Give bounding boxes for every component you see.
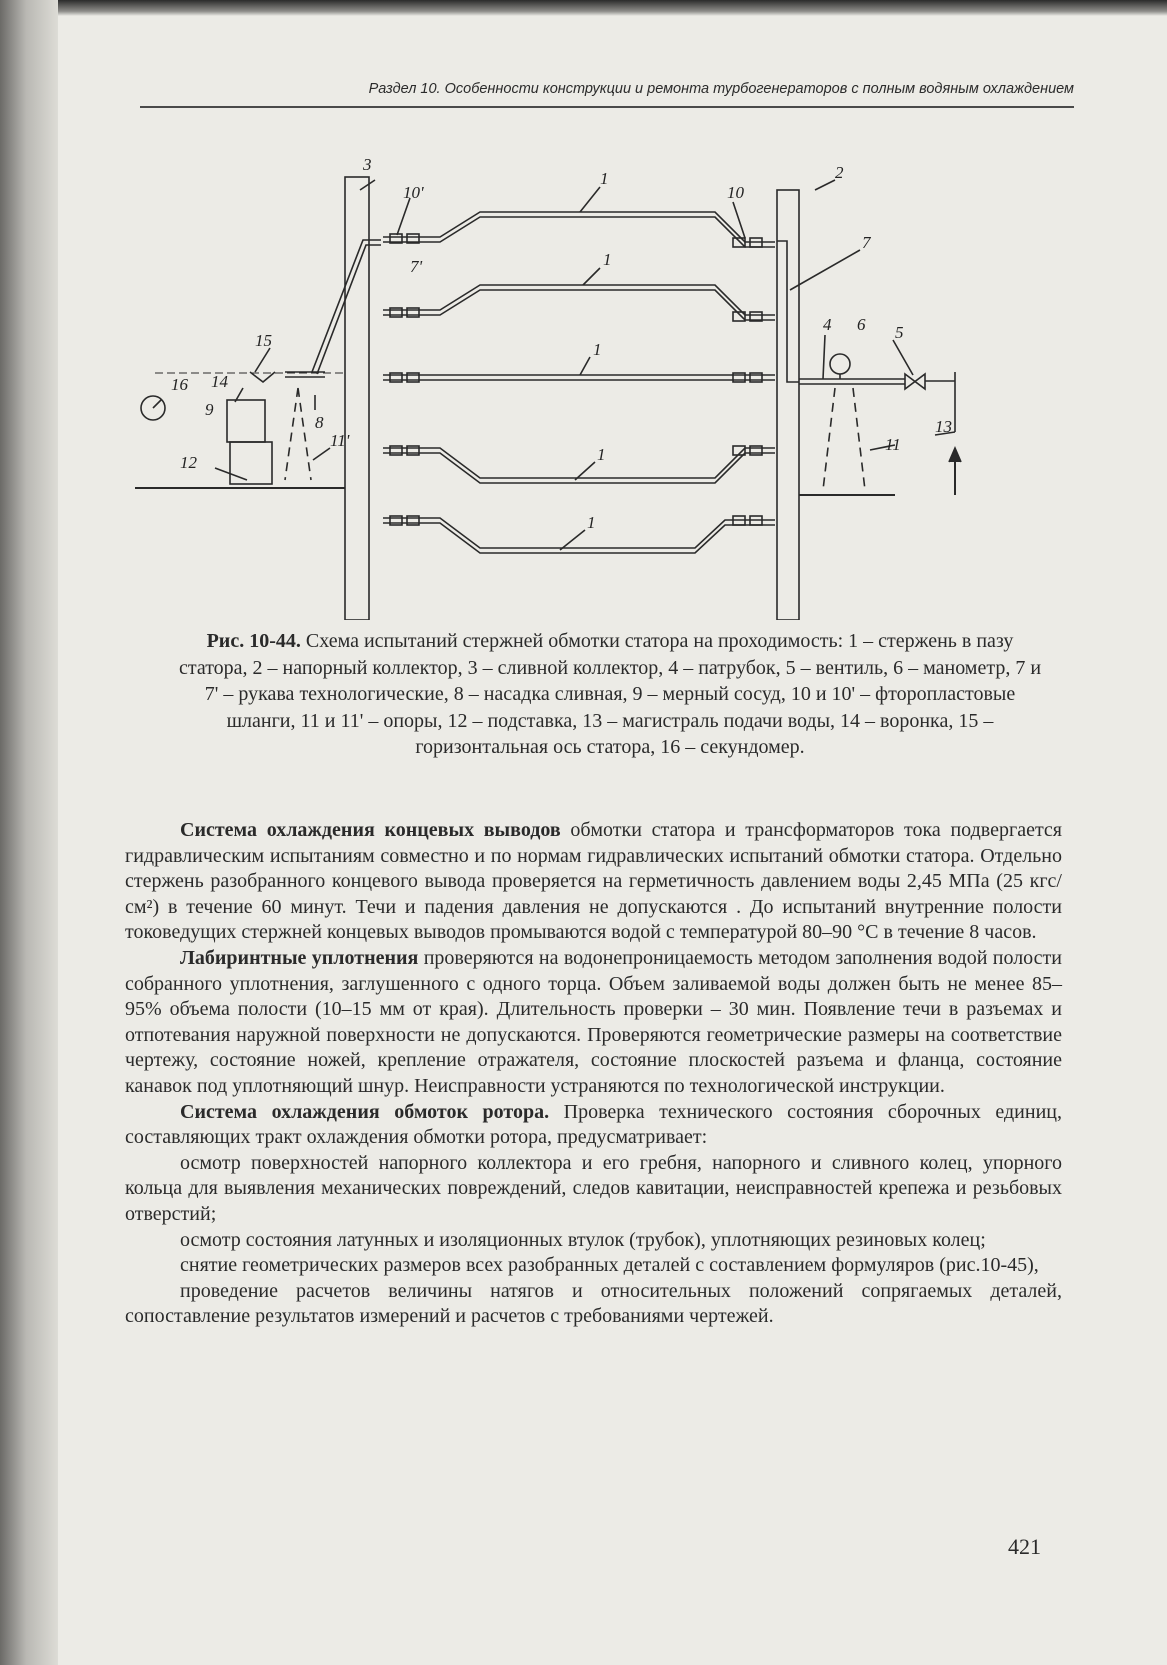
label-10p: 10' bbox=[403, 183, 424, 202]
label-5: 5 bbox=[895, 323, 904, 342]
stator-test-scheme-diagram bbox=[135, 150, 1085, 620]
paragraph-text: Проверка технического состояния сборочных единиц, составляющих тракт охлаждения обмотки ротора, предусматривает: bbox=[125, 1100, 1062, 1149]
figure-10-44 bbox=[135, 150, 1085, 620]
paragraph-text: осмотр состояния латунных и изоляционных втулок (трубок), уплотняющих резиновых колец; bbox=[180, 1228, 986, 1251]
label-11: 11 bbox=[885, 435, 901, 454]
support-11p bbox=[285, 388, 311, 480]
label-1e: 1 bbox=[587, 513, 596, 532]
figure-caption bbox=[170, 628, 1050, 761]
running-header-title: Раздел 10. Особенности конструкции и ремонта турбогенераторов с полным водяным охлаждением bbox=[368, 81, 1074, 97]
pipe-4 bbox=[799, 379, 905, 384]
label-4: 4 bbox=[823, 315, 832, 334]
paragraph bbox=[125, 1100, 1062, 1151]
label-1d: 1 bbox=[597, 445, 606, 464]
paragraph bbox=[125, 1151, 1062, 1228]
paragraph bbox=[125, 818, 1062, 946]
page-number: 421 bbox=[1008, 1534, 1041, 1559]
paragraph bbox=[125, 946, 1062, 1100]
paragraph bbox=[125, 1228, 1062, 1254]
stator-bar-1c bbox=[383, 373, 775, 382]
support-11 bbox=[823, 388, 865, 490]
scan-top-edge bbox=[0, 0, 1167, 16]
label-15: 15 bbox=[255, 331, 272, 350]
manometer-6 bbox=[830, 354, 850, 374]
label-9: 9 bbox=[205, 400, 214, 419]
label-7p: 7' bbox=[410, 257, 423, 276]
paragraph-text: обмотки статора и трансформаторов тока подвергается гидравлическим испытаниям совместно и по нормам гидравлических испытаний обмотки статора. Отдельно стержень разобранного концевого вывода проверяется на герметичность давлением воды 2,45 МПа (25 кгс/см²) в течение 60 минут. Течи и падения давления не допускаются . До испытаний внутренние полости токоведущих стержней концевых выводов промываются водой с температурой 80–90 °С в течение 8 часов. bbox=[125, 819, 1063, 944]
process-hose-7 bbox=[777, 241, 799, 382]
paragraph-lead: Система охлаждения обмоток ротора. bbox=[180, 1100, 550, 1123]
paragraph-text: осмотр поверхностей напорного коллектора и его гребня, напорного и сливного колец, упорного кольца для выявления механических повреждений, следов кавитации, неисправностей крепежа и резьбовых отверстий; bbox=[125, 1151, 1062, 1225]
label-13: 13 bbox=[935, 417, 952, 436]
stand-12 bbox=[230, 442, 272, 484]
label-1c: 1 bbox=[593, 340, 602, 359]
label-2: 2 bbox=[835, 163, 844, 182]
caption-text: Схема испытаний стержней обмотки статора на проходимость: 1 – стержень в пазу статора, 2 – напорный коллектор, 3 – сливной коллектор, 4 – патрубок, 5 – вентиль, 6 – манометр, 7 и 7' – рукава технологические, 8 – насадка сливная, 9 – мерный сосуд, 10 и 10' – фторопластовые шланги, 11 и 11' – опоры, 12 – подставка, 13 – магистраль подачи воды, 14 – воронка, 15 – горизонтальная ось статора, 16 – секундомер. bbox=[178, 630, 1042, 758]
stator-bar-1b bbox=[383, 285, 775, 321]
stator-bar-1a bbox=[383, 212, 775, 247]
paragraph bbox=[125, 1279, 1062, 1330]
book-gutter-shadow bbox=[0, 0, 58, 1665]
measuring-vessel-9 bbox=[227, 400, 265, 442]
label-16: 16 bbox=[171, 375, 188, 394]
label-8: 8 bbox=[315, 413, 324, 432]
paragraph-text: проверяются на водонепроницаемость методом заполнения водой полости собранного уплотнения, заглушенного с одного торца. Объем заливаемой воды должен быть не менее 85–95% объема полости (10–15 мм от края). Длительность проверки – 30 мин. Появление течи в разъемах и отпотевания наружной поверхности не допускаются. Проверяются геометрические размеры на соответствие чертежу, состояние ножей, крепление отражателя, состояние плоскостей разъема и фланца, состояние канавок под уплотняющий шнур. Неисправности устраняются по технологической инструкции. bbox=[125, 946, 1062, 1097]
label-10: 10 bbox=[727, 183, 744, 202]
label-6: 6 bbox=[857, 315, 866, 334]
label-14: 14 bbox=[211, 372, 228, 391]
caption-number: Рис. 10-44. bbox=[206, 630, 301, 652]
label-11p: 11' bbox=[330, 431, 350, 450]
process-hose-7p bbox=[312, 240, 381, 372]
label-1a: 1 bbox=[600, 169, 609, 188]
paragraph-lead: Система охлаждения концевых выводов bbox=[180, 819, 561, 841]
paragraph-text: проведение расчетов величины натягов и относительных положений сопрягаемых деталей, сопоставление результатов измерений и расчетов с требованиями чертежей. bbox=[125, 1279, 1062, 1328]
paragraph bbox=[125, 1253, 1062, 1279]
paragraph-lead: Лабиринтные уплотнения bbox=[180, 946, 419, 969]
paragraph-text: снятие геометрических размеров всех разобранных деталей с составлением формуляров (рис.10-45), bbox=[180, 1254, 1039, 1277]
drain-collector-3 bbox=[345, 177, 369, 620]
body-text bbox=[125, 818, 1062, 1330]
label-12: 12 bbox=[180, 453, 197, 472]
valve-5 bbox=[905, 374, 925, 389]
running-header bbox=[140, 78, 1074, 108]
label-1b: 1 bbox=[603, 250, 612, 269]
pressure-collector-2 bbox=[777, 190, 799, 620]
label-7: 7 bbox=[862, 233, 871, 252]
label-3: 3 bbox=[363, 155, 372, 174]
